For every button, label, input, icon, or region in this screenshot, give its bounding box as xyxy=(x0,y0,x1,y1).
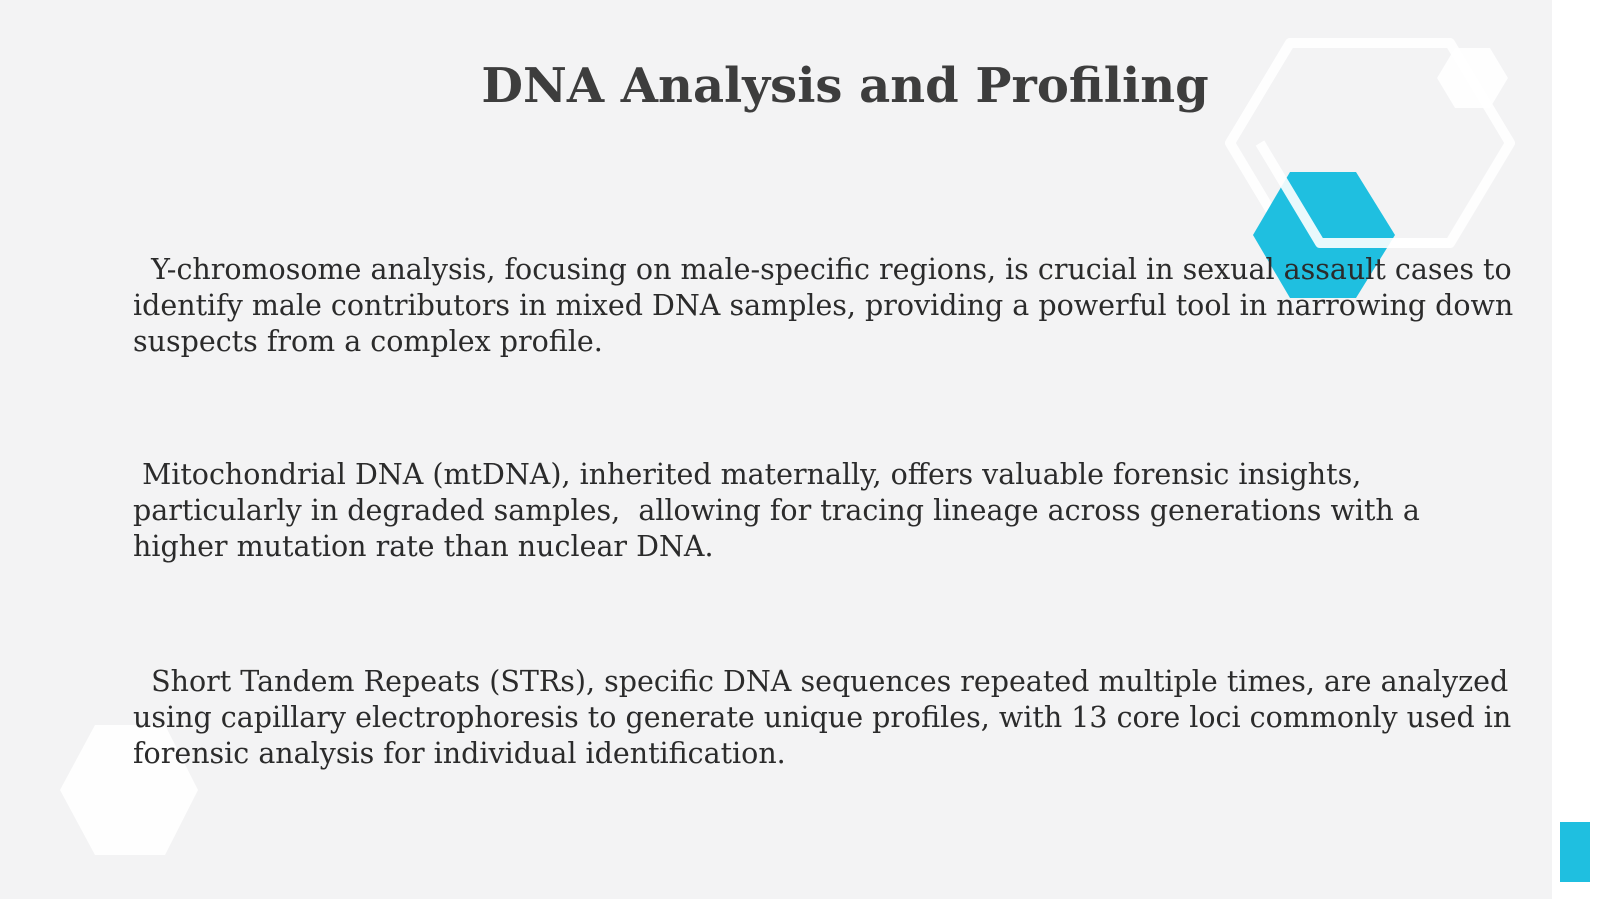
slide-title: DNA Analysis and Profiling xyxy=(481,58,1209,114)
side-panel xyxy=(1552,0,1600,899)
scrollbar-thumb[interactable] xyxy=(1560,822,1590,882)
paragraph-y-chromosome: Y-chromosome analysis, focusing on male-specific regions, is crucial in sexual assault cases to identify male contributors in mixed DNA samples, providing a powerful tool in narrowing down suspects from a complex profile. xyxy=(133,253,1523,358)
paragraph-str: Short Tandem Repeats (STRs), specific DNA sequences repeated multiple times, are analyzed using capillary electrophoresis to generate unique profiles, with 13 core loci commonly used in forensic analysis for individual identification. xyxy=(133,665,1521,770)
paragraph-mtdna: Mitochondrial DNA (mtDNA), inherited maternally, offers valuable forensic insights, particularly in degraded samples, allowing for tracing lineage across generations with a higher mutation rate than nuclear DNA. xyxy=(133,458,1429,563)
